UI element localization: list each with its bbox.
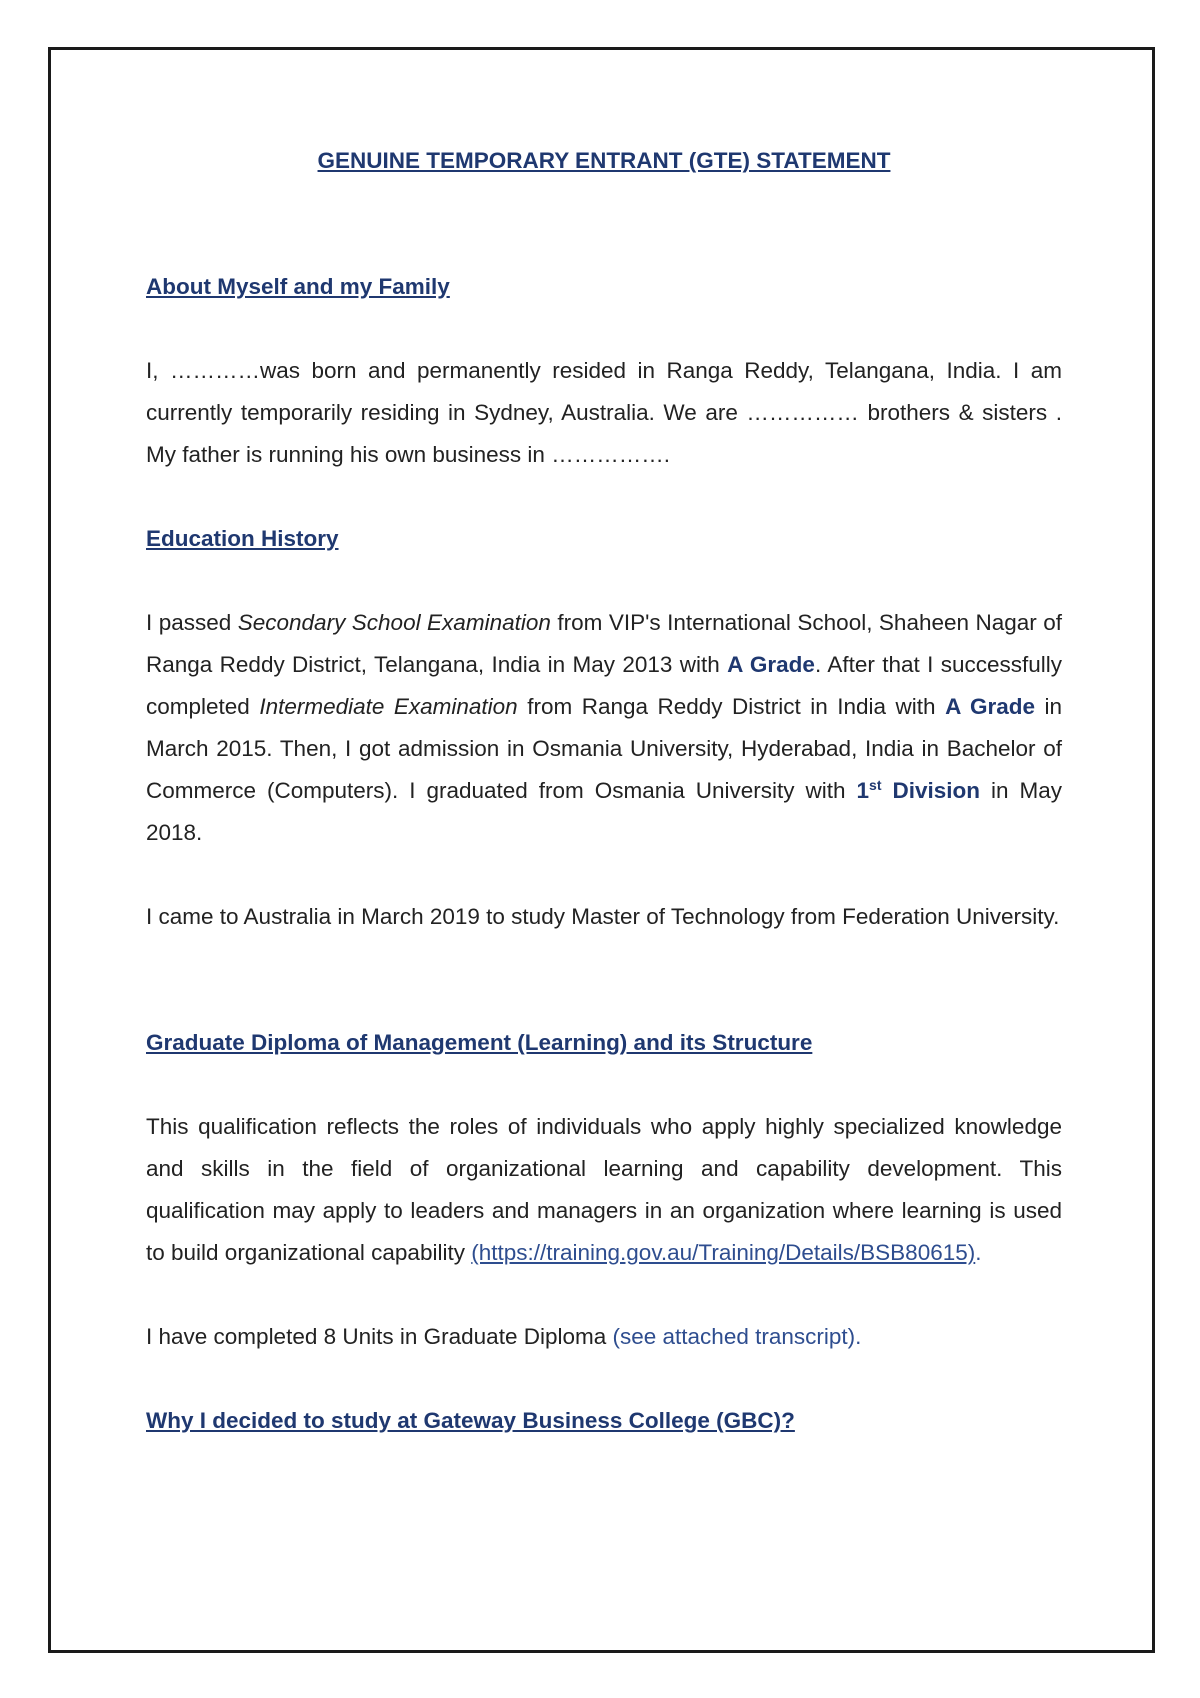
section-heading-college: Why I decided to study at Gateway Business College (GBC)?	[146, 1408, 795, 1433]
diploma-paragraph: This qualification reflects the roles of individuals who apply highly specialized knowledge and skills in the field of organizational learning and capability development. This qualification may apply to leaders and managers in an organization where learning is used to build organizational capability (https://training.gov.au/Training/Details/BSB80615).	[146, 1114, 1062, 1265]
training-gov-link[interactable]: (https://training.gov.au/Training/Details/BSB80615)	[471, 1240, 976, 1265]
section-heading-family: About Myself and my Family	[146, 274, 450, 299]
units-paragraph: I have completed 8 Units in Graduate Diploma (see attached transcript).	[146, 1324, 862, 1349]
education-paragraph: I passed Secondary School Examination from VIP's International School, Shaheen Nagar of Ranga Reddy District, Telangana, India in May 2013 with A Grade. After that I successfully completed Intermediate Examination from Ranga Reddy District in India with A Grade in March 2015. Then, I got admission in Osmania University, Hyderabad, India in Bachelor of Commerce (Computers). I graduated from Osmania University with 1st Division in May 2018.	[146, 610, 1063, 845]
exam-name-secondary: Secondary School Examination	[237, 610, 551, 635]
australia-paragraph: I came to Australia in March 2019 to study Master of Technology from Federation University.	[146, 904, 1060, 929]
grade-intermediate: A Grade	[945, 694, 1035, 719]
section-heading-education: Education History	[146, 526, 339, 551]
exam-name-intermediate: Intermediate Examination	[259, 694, 518, 719]
division-result: 1st Division	[856, 777, 980, 803]
grade-secondary: A Grade	[727, 652, 815, 677]
family-paragraph: I, …………was born and permanently resided in Ranga Reddy, Telangana, India. I am currently temporarily residing in Sydney, Australia. We are …………… brothers & sisters . My father is running his own business in …………….	[146, 358, 1062, 467]
document-body	[146, 140, 1062, 1442]
document-title: GENUINE TEMPORARY ENTRANT (GTE) STATEMENT	[317, 148, 891, 173]
section-heading-diploma: Graduate Diploma of Management (Learning) and its Structure	[146, 1030, 813, 1055]
transcript-note: (see attached transcript).	[612, 1324, 862, 1349]
